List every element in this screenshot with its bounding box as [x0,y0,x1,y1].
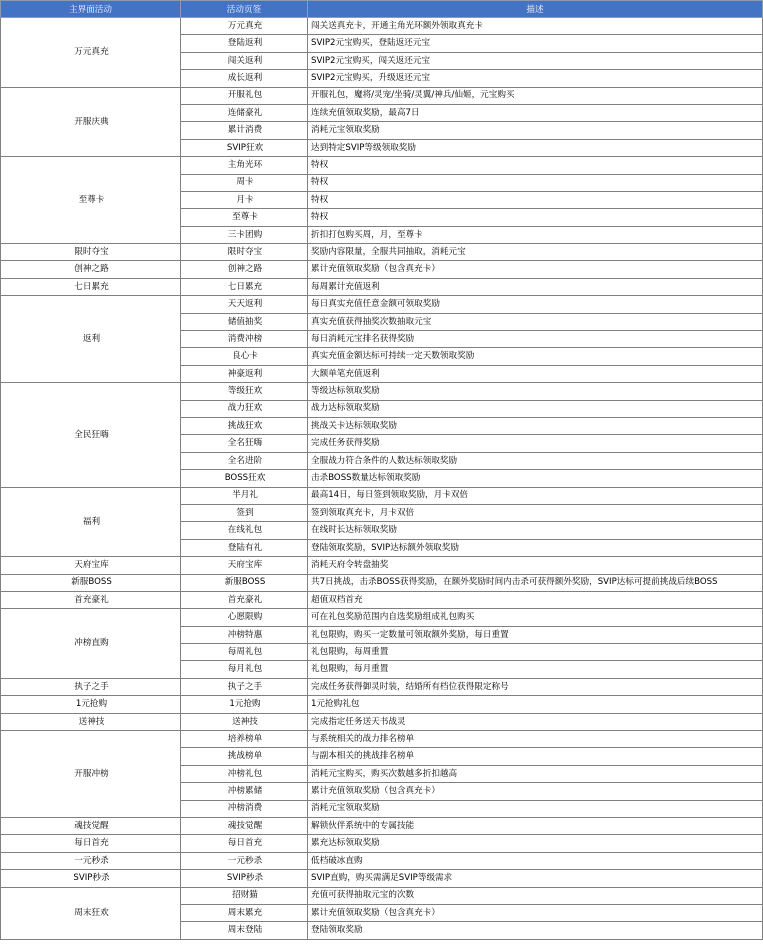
description-cell: 完成任务获得奖励 [308,435,763,452]
description-cell: 解锁伙伴系统中的专属技能 [308,817,763,834]
tab-cell: 战力狂欢 [181,400,308,417]
tab-cell: 周末累充 [181,904,308,921]
tab-cell: 成长返利 [181,70,308,87]
description-cell: 在线时长达标领取奖励 [308,522,763,539]
tab-cell: 主角光环 [181,157,308,174]
category-cell: 新服BOSS [1,574,181,591]
tab-cell: 签到 [181,504,308,521]
category-cell: 送神技 [1,713,181,730]
tab-cell: 至尊卡 [181,209,308,226]
description-cell: SVIP2元宝购买，升级返还元宝 [308,70,763,87]
tab-cell: 新服BOSS [181,574,308,591]
description-cell: 达到特定SVIP等级领取奖励 [308,139,763,156]
category-cell: 首充豪礼 [1,591,181,608]
description-cell: 闯关送真充卡，开通主角光环额外领取真充卡 [308,18,763,35]
category-cell: 创神之路 [1,261,181,278]
category-cell: 冲榜直购 [1,609,181,679]
description-cell: 超值双档首充 [308,591,763,608]
tab-cell: 创神之路 [181,261,308,278]
description-cell: 特权 [308,174,763,191]
tab-cell: 魂技觉醒 [181,817,308,834]
tab-cell: SVIP狂欢 [181,139,308,156]
description-cell: 1元抢购礼包 [308,696,763,713]
description-cell: 与系统相关的战力排名榜单 [308,731,763,748]
tab-cell: 执子之手 [181,678,308,695]
table-row [1,609,763,626]
description-cell: 消耗元宝领取奖励 [308,122,763,139]
tab-cell: 冲榜消费 [181,800,308,817]
table-row [1,574,763,591]
tab-cell: 冲榜特惠 [181,626,308,643]
category-cell: 开服庆典 [1,87,181,157]
description-cell: 真实充值金额达标可持续一定天数领取奖励 [308,348,763,365]
description-cell: 消耗元宝购买，购买次数越多折扣越高 [308,765,763,782]
table-row [1,817,763,834]
description-cell: 可在礼包奖励范围内自选奖励组成礼包购买 [308,609,763,626]
table-row [1,157,763,174]
header-main-activity: 主界面活动 [1,1,181,18]
description-cell: 礼包限购，每周重置 [308,644,763,661]
table-row [1,678,763,695]
description-cell: 充值可获得抽取元宝的次数 [308,887,763,904]
tab-cell: 良心卡 [181,348,308,365]
description-cell: 每周累计充值返利 [308,278,763,295]
tab-cell: 登陆返利 [181,35,308,52]
category-cell: 天府宝库 [1,557,181,574]
description-cell: 奖励内容限量，全服共同抽取，消耗元宝 [308,244,763,261]
description-cell: 登陆领取奖励，SVIP达标额外领取奖励 [308,539,763,556]
description-cell: 特权 [308,191,763,208]
category-cell: 魂技觉醒 [1,817,181,834]
table-row [1,591,763,608]
description-cell: 礼包限购，购买一定数量可领取额外奖励，每日重置 [308,626,763,643]
description-cell: 大额单笔充值返利 [308,365,763,382]
tab-cell: 连储豪礼 [181,104,308,121]
description-cell: 礼包限购，每月重置 [308,661,763,678]
tab-cell: 全名狂嗨 [181,435,308,452]
description-cell: 折扣打包购买周，月，至尊卡 [308,226,763,243]
table-row [1,835,763,852]
description-cell: 低档破冰直购 [308,852,763,869]
tab-cell: 月卡 [181,191,308,208]
category-cell: 每日首充 [1,835,181,852]
category-cell: 开服冲榜 [1,731,181,818]
description-cell: 最高14日，每日签到领取奖励，月卡双倍 [308,487,763,504]
category-cell: 万元真充 [1,18,181,88]
table-row [1,18,763,35]
header-row [1,1,763,18]
description-cell: 击杀BOSS数量达标领取奖励 [308,470,763,487]
header-activity-tab: 活动页签 [181,1,308,18]
description-cell: 挑战关卡达标领取奖励 [308,417,763,434]
tab-cell: 挑战榜单 [181,748,308,765]
description-cell: SVIP2元宝购买，闯关返还元宝 [308,52,763,69]
description-cell: 共7日挑战，击杀BOSS获得奖励，在额外奖励时间内击杀可获得额外奖励，SVIP达标可提前挑战后续BOSS [308,574,763,591]
description-cell: 战力达标领取奖励 [308,400,763,417]
tab-cell: 周卡 [181,174,308,191]
description-cell: 完成任务获得御灵时装，结婚所有档位获得限定称号 [308,678,763,695]
table-row [1,383,763,400]
tab-cell: 1元抢购 [181,696,308,713]
tab-cell: 半月礼 [181,487,308,504]
tab-cell: 储值抽奖 [181,313,308,330]
description-cell: 连续充值领取奖励，最高7日 [308,104,763,121]
description-cell: 累计充值领取奖励（包含真充卡） [308,783,763,800]
tab-cell: 冲榜礼包 [181,765,308,782]
tab-cell: 每日首充 [181,835,308,852]
category-cell: 限时夺宝 [1,244,181,261]
tab-cell: 累计消费 [181,122,308,139]
description-cell: 特权 [308,209,763,226]
tab-cell: 每月礼包 [181,661,308,678]
table-row [1,713,763,730]
tab-cell: 全名进阶 [181,452,308,469]
header-description: 描述 [308,1,763,18]
tab-cell: 等级狂欢 [181,383,308,400]
description-cell: 签到领取真充卡，月卡双倍 [308,504,763,521]
tab-cell: 开服礼包 [181,87,308,104]
description-cell: SVIP2元宝购买，登陆返还元宝 [308,35,763,52]
tab-cell: 七日累充 [181,278,308,295]
description-cell: 完成指定任务送天书战灵 [308,713,763,730]
tab-cell: 招财猫 [181,887,308,904]
tab-cell: 登陆有礼 [181,539,308,556]
description-cell: 等级达标领取奖励 [308,383,763,400]
category-cell: 福利 [1,487,181,557]
description-cell: 累计充值领取奖励（包含真充卡） [308,904,763,921]
table-row [1,244,763,261]
table-row [1,731,763,748]
tab-cell: 每周礼包 [181,644,308,661]
table-row [1,696,763,713]
tab-cell: 闯关返利 [181,52,308,69]
table-row [1,852,763,869]
table-row [1,296,763,313]
description-cell: 与副本相关的挑战排名榜单 [308,748,763,765]
category-cell: 返利 [1,296,181,383]
description-cell: 全服战力符合条件的人数达标领取奖励 [308,452,763,469]
table-body [1,18,763,940]
category-cell: 周末狂欢 [1,887,181,939]
description-cell: 消耗天府令转盘抽奖 [308,557,763,574]
tab-cell: 培养榜单 [181,731,308,748]
description-cell: 登陆领取奖励 [308,922,763,939]
tab-cell: 一元秒杀 [181,852,308,869]
category-cell: 一元秒杀 [1,852,181,869]
table-row [1,870,763,887]
tab-cell: SVIP秒杀 [181,870,308,887]
tab-cell: 万元真充 [181,18,308,35]
description-cell: 每日真实充值任意金额可领取奖励 [308,296,763,313]
description-cell: 消耗元宝领取奖励 [308,800,763,817]
category-cell: 七日累充 [1,278,181,295]
table-row [1,87,763,104]
tab-cell: 周末登陆 [181,922,308,939]
tab-cell: 神豪返利 [181,365,308,382]
category-cell: 1元抢购 [1,696,181,713]
tab-cell: 天府宝库 [181,557,308,574]
category-cell: 执子之手 [1,678,181,695]
category-cell: 全民狂嗨 [1,383,181,487]
description-cell: 开服礼包，魔将/灵宠/坐骑/灵翼/神兵/仙姬，元宝购买 [308,87,763,104]
category-cell: 至尊卡 [1,157,181,244]
tab-cell: 限时夺宝 [181,244,308,261]
table-row [1,261,763,278]
tab-cell: 首充豪礼 [181,591,308,608]
tab-cell: 消费冲榜 [181,331,308,348]
tab-cell: 天天返利 [181,296,308,313]
description-cell: 特权 [308,157,763,174]
description-cell: SVIP直购，购买需满足SVIP等级需求 [308,870,763,887]
table-row [1,278,763,295]
category-cell: SVIP秒杀 [1,870,181,887]
tab-cell: BOSS狂欢 [181,470,308,487]
tab-cell: 挑战狂欢 [181,417,308,434]
tab-cell: 送神技 [181,713,308,730]
tab-cell: 心愿限购 [181,609,308,626]
tab-cell: 在线礼包 [181,522,308,539]
description-cell: 累充达标领取奖励 [308,835,763,852]
description-cell: 每日消耗元宝排名获得奖励 [308,331,763,348]
table-row [1,557,763,574]
description-cell: 累计充值领取奖励（包含真充卡） [308,261,763,278]
table-row [1,887,763,904]
tab-cell: 冲榜累储 [181,783,308,800]
description-cell: 真实充值获得抽奖次数抽取元宝 [308,313,763,330]
tab-cell: 三卡团购 [181,226,308,243]
table-row [1,487,763,504]
